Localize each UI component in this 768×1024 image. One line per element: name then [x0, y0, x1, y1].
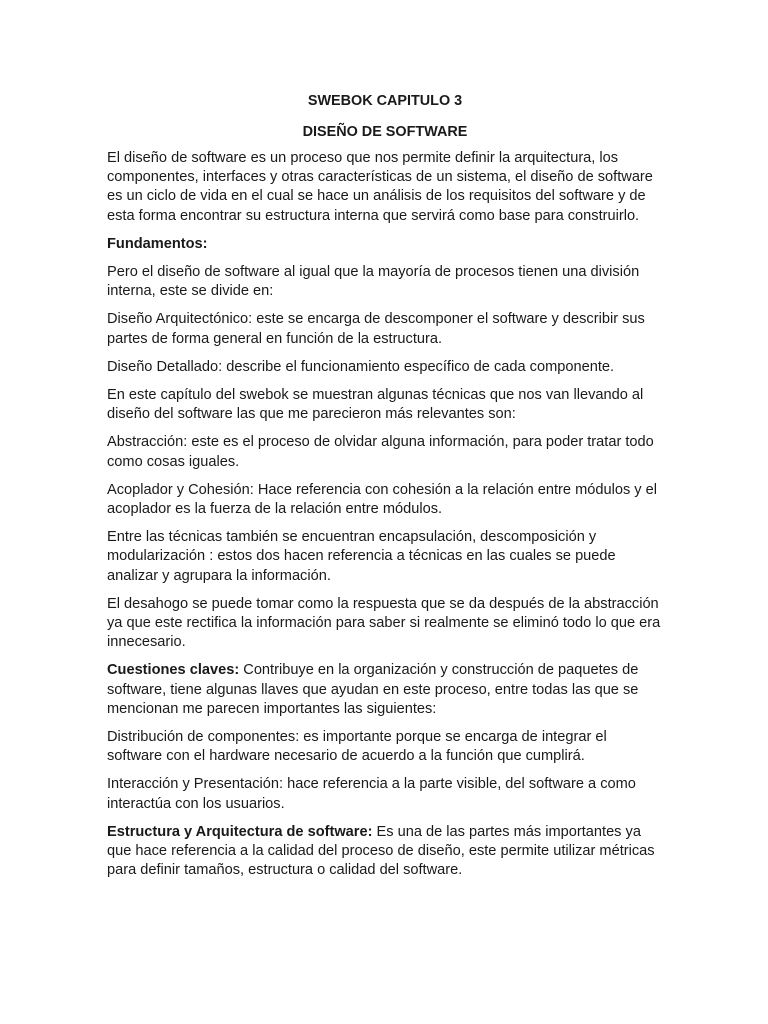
paragraph-arquitectonico: Diseño Arquitectónico: este se encarga de descomponer el software y describir sus partes de forma general en función de la estructura.	[107, 311, 645, 347]
document-subtitle: DISEÑO DE SOFTWARE	[302, 124, 468, 140]
paragraph-cuestiones	[107, 661, 663, 719]
paragraph-tecnicas: Entre las técnicas también se encuentran encapsulación, descomposición y modularización : estos dos hacen referencia a técnicas en las cuales se puede analizar y agrupara la información.	[107, 529, 616, 584]
paragraph-abstraccion: Abstracción: este es el proceso de olvidar alguna información, para poder tratar todo como cosas iguales.	[107, 434, 654, 470]
paragraph-capitulo: En este capítulo del swebok se muestran algunas técnicas que nos van llevando al diseño del software las que me parecieron más relevantes son:	[107, 387, 644, 423]
paragraph-desahogo: El desahogo se puede tomar como la respuesta que se da después de la abstracción ya que este rectifica la información para saber si realmente se eliminó todo lo que era innecesario.	[107, 595, 661, 651]
paragraph-distribucion: Distribución de componentes: es importante porque se encarga de integrar el software con el hardware necesario de acuerdo a la función que cumplirá.	[107, 729, 607, 765]
paragraph-intro: El diseño de software es un proceso que nos permite definir la arquitectura, los componentes, interfaces y otras características de un sistema, el diseño de software es un ciclo de vida en el cual se hace un análisis de los requisitos del software y de esta forma encontrar su estructura interna que servirá como base para construirlo.	[107, 150, 653, 224]
text-estructura: Es una de las partes más importantes ya que hace referencia a la calidad del proceso de diseño, este permite utilizar métricas para definir tamaños, estructura o calidad del software.	[107, 823, 655, 879]
paragraph-division: Pero el diseño de software al igual que la mayoría de procesos tienen una división interna, este se divide en:	[107, 264, 640, 300]
paragraph-estructura	[107, 823, 663, 881]
text-cuestiones: Contribuye en la organización y construcción de paquetes de software, tiene algunas llaves que ayudan en este proceso, entre todas las que se mencionan me parecen importantes las siguientes:	[107, 662, 639, 717]
paragraph-detallado: Diseño Detallado: describe el funcionamiento específico de cada componente.	[107, 358, 615, 375]
paragraph-acoplador: Acoplador y Cohesión: Hace referencia con cohesión a la relación entre módulos y el acoplador es la fuerza de la relación entre módulos.	[107, 481, 658, 518]
document-title: SWEBOK CAPITULO 3	[307, 93, 463, 109]
heading-fundamentos: Fundamentos:	[107, 235, 208, 252]
paragraph-interaccion: Interacción y Presentación: hace referencia a la parte visible, del software a como interactúa con los usuarios.	[107, 776, 636, 812]
document-body	[107, 92, 663, 890]
lead-cuestiones: Cuestiones claves:	[107, 662, 240, 679]
lead-estructura: Estructura y Arquitectura de software:	[107, 823, 373, 840]
